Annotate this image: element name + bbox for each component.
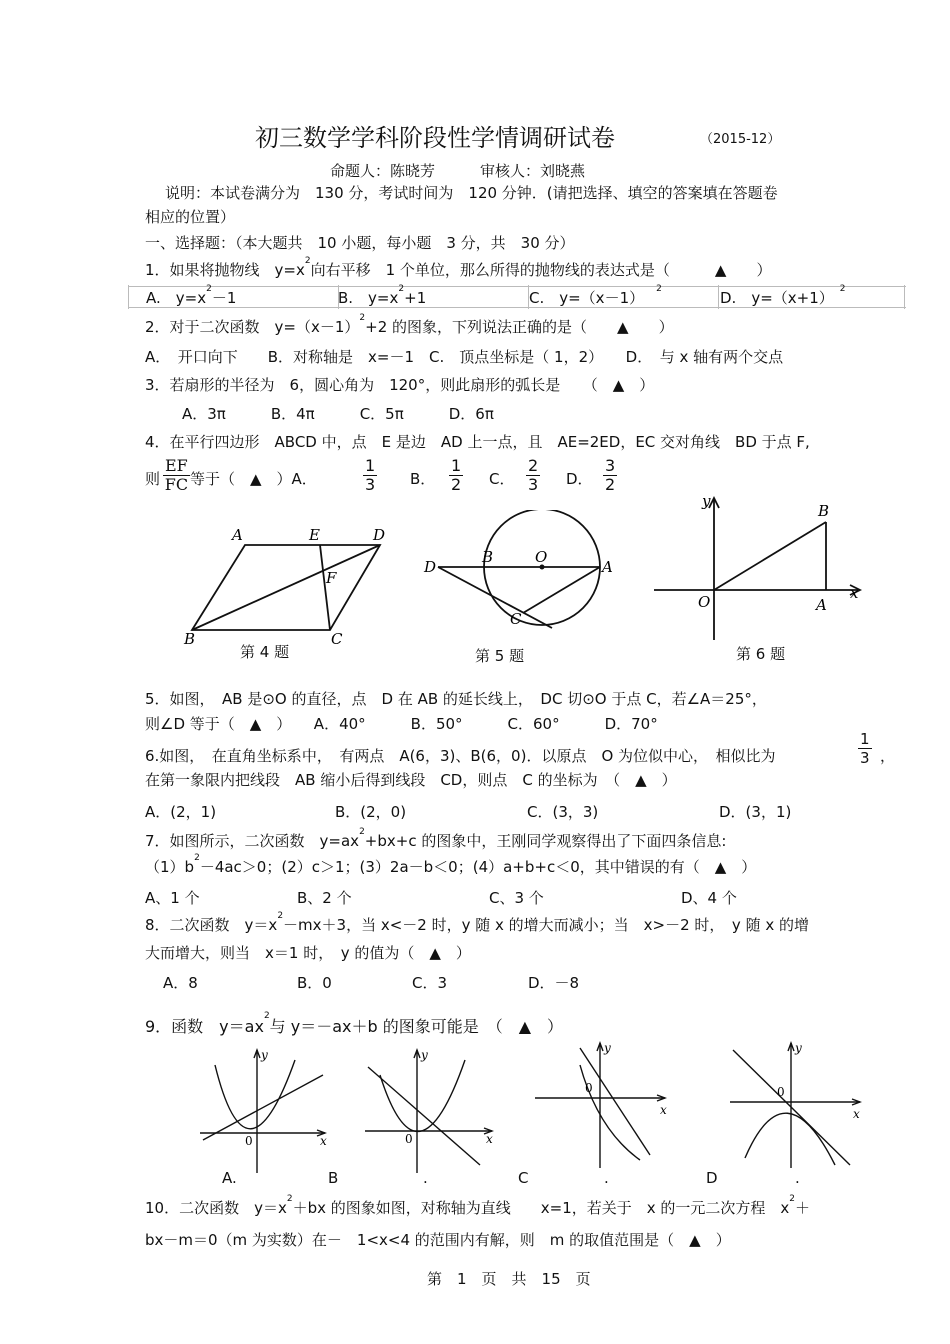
fig4-label-b: B xyxy=(184,630,196,648)
question-9-label-b-dot: . xyxy=(423,1169,428,1187)
question-9-label-d: D xyxy=(706,1169,718,1187)
question-10-line2: bx－m＝0（m 为实数）在－ 1<x<4 的范围内有解，则 m 的取值范围是（ ▲ ） xyxy=(145,1231,731,1249)
q9a-x-label: x xyxy=(320,1134,327,1148)
q9c-x-label: x xyxy=(660,1103,667,1117)
fig5-label-c: C xyxy=(510,610,522,628)
question-7-line1: 7．如图所示，二次函数 $y=ax^2+bx+c$ 的图象中，王刚同学观察得出了下面四条信息: xyxy=(145,827,727,850)
question-6-line2: 在第一象限内把线段 AB 缩小后得到线段 CD，则点 C 的坐标为 （ ▲ ） xyxy=(145,771,677,789)
figure-5-caption: 第 5 题 xyxy=(475,647,525,665)
q9a-y-label: y xyxy=(261,1048,268,1062)
question-6-option-d: D．(3，1) xyxy=(719,803,792,821)
question-2-options: A． 开口向下 B．对称轴是 x=－1 C. 顶点坐标是（ 1，2） D． 与 x 轴有两个交点 xyxy=(145,348,784,366)
figure-6-coordinate-plane xyxy=(650,490,870,645)
q9c-y-label: y xyxy=(604,1041,611,1055)
question-6-comma: ， xyxy=(880,747,896,765)
exam-date: （2015-12） xyxy=(700,132,781,147)
question-8-line2: 大而增大，则当 x＝1 时， y 的值为（ ▲ ） xyxy=(145,944,471,962)
question-4-mid: 等于（ ▲ ）A． xyxy=(190,470,317,488)
question-5-line1: 5．如图， AB 是⊙O 的直径，点 D 在 AB 的延长线上， DC 切⊙O 于点 C，若∠A＝25°， xyxy=(145,690,767,708)
question-4-option-c: C． xyxy=(489,470,515,488)
question-10-line1: 10．二次函数 $y=x^2+bx$ 的图象如图，对称轴为直线 x=1，若关于 x 的一元二次方程 $x^2+$ xyxy=(145,1194,811,1217)
q9b-y-label: y xyxy=(421,1048,428,1062)
question-9-label-c-dot: . xyxy=(604,1169,609,1187)
question-7-option-d: D、4 个 xyxy=(681,889,737,907)
fig6-label-x: x xyxy=(850,584,859,602)
fig5-label-d: D xyxy=(424,558,437,576)
question-4-option-b-fraction: $\frac{1}{2}$ xyxy=(451,456,462,494)
question-1-option-a: A. $y=x^2-1$ xyxy=(146,284,237,307)
question-4-option-a-fraction: $\frac{1}{3}$ xyxy=(365,456,376,494)
fig4-label-d: D xyxy=(373,526,386,544)
question-8-line1: 8．二次函数 $y=x^2-mx+3$，当 x<－2 时，y 随 x 的增大而减小；当 x>－2 时， y 随 x 的增 xyxy=(145,911,809,934)
section-heading: 一、选择题：（本大题共 10 小题，每小题 3 分，共 30 分） xyxy=(145,234,575,252)
fig4-label-a: A xyxy=(232,526,243,544)
question-7-option-a: A、1 个 xyxy=(145,889,200,907)
question-3-options: A．3π B．4π C．5π D．6π xyxy=(182,405,494,423)
question-9-label-c: C xyxy=(518,1169,529,1187)
question-4-prefix: 则 xyxy=(145,470,161,488)
fig5-label-b: B xyxy=(482,548,494,566)
question-6-option-b: B．(2，0) xyxy=(335,803,407,821)
question-7-option-c: C、3 个 xyxy=(489,889,544,907)
q9d-y-label: y xyxy=(795,1041,802,1055)
fig6-label-a: A xyxy=(816,596,827,614)
question-4-option-d: D． xyxy=(566,470,593,488)
question-3-stem: 3．若扇形的半径为 6，圆心角为 120°，则此扇形的弧长是 （ ▲ ） xyxy=(145,376,655,394)
question-4-option-c-fraction: $\frac{2}{3}$ xyxy=(528,456,539,494)
question-4-option-d-fraction: $\frac{3}{2}$ xyxy=(605,456,616,494)
question-4-stem: 4．在平行四边形 ABCD 中，点 E 是边 AD 上一点，且 AE=2ED，EC 交对角线 BD 于点 F, xyxy=(145,433,810,451)
page-footer: 第 1 页 共 15 页 xyxy=(427,1270,591,1288)
question-1-stem: 1．如果将抛物线 $y=x^2$向右平移 1 个单位，那么所得的抛物线的表达式是（ ▲ ） xyxy=(145,256,772,279)
question-8-option-c: C．3 xyxy=(412,974,448,992)
figure-5-circle xyxy=(420,510,615,635)
question-6-option-a: A．(2，1) xyxy=(145,803,217,821)
question-4-option-b: B． xyxy=(410,470,436,488)
q9b-x-label: x xyxy=(486,1132,493,1146)
question-8-option-d: D．－8 xyxy=(528,974,580,992)
question-9-stem: 9．函数 $y=ax^2$与 y＝－ax＋b 的图象可能是 （ ▲ ） xyxy=(145,1011,564,1036)
question-9-graph-a xyxy=(195,1045,335,1175)
question-8-option-a: A．8 xyxy=(163,974,198,992)
question-1-option-c: C. y=（x－1） $^2$ xyxy=(529,284,662,307)
fig5-label-o: O xyxy=(535,548,548,566)
q9d-x-label: x xyxy=(853,1107,860,1121)
question-9-graph-d xyxy=(725,1040,870,1170)
q9c-origin: 0 xyxy=(585,1081,593,1095)
question-9-label-a: A. xyxy=(222,1169,237,1187)
figure-4-parallelogram xyxy=(180,520,400,650)
page-title: 初三数学学科阶段性学情调研试卷 xyxy=(255,124,615,152)
question-9-graph-c xyxy=(530,1040,675,1170)
q9a-origin: 0 xyxy=(245,1134,253,1148)
fig6-label-b: B xyxy=(818,502,830,520)
question-9-label-b: B xyxy=(328,1169,339,1187)
authors: 命题人：陈晓芳 审核人：刘晓燕 xyxy=(330,162,586,180)
figure-6-caption: 第 6 题 xyxy=(736,645,786,663)
instructions-line1: 说明：本试卷满分为 130 分，考试时间为 120 分钟．(请把选择、填空的答案填在答题卷 xyxy=(165,184,778,202)
fig4-label-f: F xyxy=(326,569,337,587)
question-1-option-b: B. $y=x^2+1$ xyxy=(338,284,427,307)
fig6-label-y: y xyxy=(702,492,711,510)
fig6-label-o: O xyxy=(698,593,711,611)
q9b-origin: 0 xyxy=(405,1132,413,1146)
question-2-stem: 2．对于二次函数 $y=(x-1)^2+2$ 的图象，下列说法正确的是（ ▲ ） xyxy=(145,313,674,336)
fig4-label-c: C xyxy=(331,630,343,648)
question-7-line2: $(1)b^2-4ac>0$；(2）c＞1；(3）2a－b＜0；(4）a+b+c＜0，其中错误的有（ ▲ ） xyxy=(145,853,757,876)
question-6-option-c: C．(3，3) xyxy=(527,803,599,821)
figure-4-caption: 第 4 题 xyxy=(240,643,290,661)
question-7-option-b: B、2 个 xyxy=(297,889,352,907)
q9d-origin: 0 xyxy=(777,1085,785,1099)
instructions-line2: 相应的位置） xyxy=(145,208,236,226)
fig5-label-a: A xyxy=(602,558,613,576)
fig4-label-e: E xyxy=(309,526,320,544)
question-9-label-d-dot: . xyxy=(795,1169,800,1187)
question-9-graph-b xyxy=(360,1045,500,1175)
question-6-line1: 6.如图， 在直角坐标系中， 有两点 A(6，3)、B(6，0)．以原点 O 为位似中心， 相似比为 xyxy=(145,747,776,765)
question-8-option-b: B．0 xyxy=(297,974,332,992)
question-5-line2: 则∠D 等于（ ▲ ） A．40° B．50° C．60° D．70° xyxy=(145,715,658,733)
question-6-ratio-fraction: $\frac{1}{3}$ xyxy=(860,730,870,767)
question-1-option-d: D. y=（x+1） $^2$ xyxy=(720,284,846,307)
question-4-fraction: $\frac{EF}{FC}$ xyxy=(164,456,189,494)
